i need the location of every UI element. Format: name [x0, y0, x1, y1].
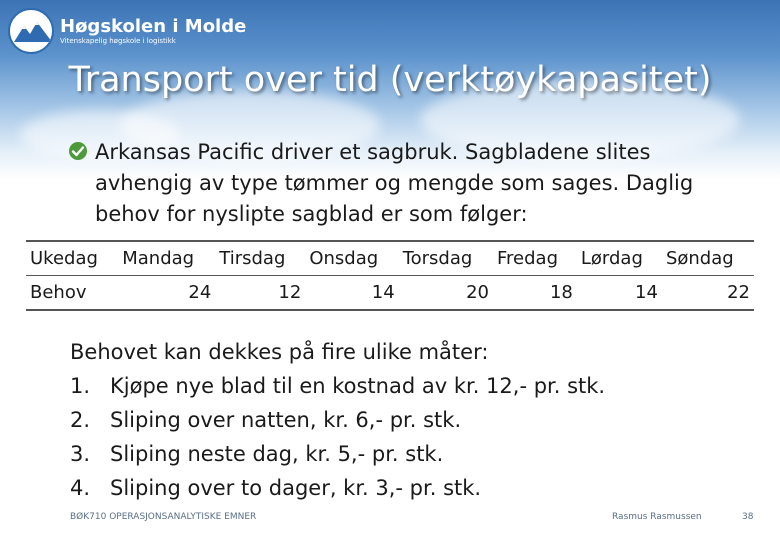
footer-author: Rasmus Rasmussen — [612, 512, 702, 522]
list-item — [70, 403, 605, 437]
demand-table — [26, 240, 754, 311]
logo-name: Høgskolen i Molde — [60, 15, 247, 37]
item-text: Kjøpe nye blad til en kostnad av kr. 12,- pr. stk. — [110, 374, 606, 398]
item-number: 2. — [70, 408, 91, 432]
value-cell: 14 — [577, 276, 662, 311]
mountain-logo-icon — [8, 8, 54, 54]
options-list — [70, 335, 605, 505]
value-cell: 24 — [118, 276, 215, 311]
item-number: 3. — [70, 442, 91, 466]
header-cell: Mandag — [118, 241, 215, 276]
intro-text: Arkansas Pacific driver et sagbruk. Sagbladene slites avhengig av type tømmer og mengde som sages. Daglig behov for nyslipte sagblad er som følger: — [95, 140, 694, 226]
footer-course: BØK710 OPERASJONSANALYTISKE EMNER — [70, 512, 257, 522]
value-cell: 18 — [493, 276, 577, 311]
checkmark-bullet-icon — [68, 141, 88, 165]
value-cell: 22 — [662, 276, 754, 311]
item-text: Sliping over to dager, kr. 3,- pr. stk. — [110, 476, 482, 500]
logo-tagline: Vitenskapelig høgskole i logistikk — [60, 36, 176, 45]
header-cell: Onsdag — [305, 241, 398, 276]
header-cell: Torsdag — [399, 241, 493, 276]
header-cell: Fredag — [493, 241, 577, 276]
header-cell: Lørdag — [577, 241, 662, 276]
item-number: 1. — [70, 374, 91, 398]
value-cell: 20 — [399, 276, 493, 311]
table-row — [26, 276, 754, 311]
table-header-row — [26, 241, 754, 276]
header-cell: Ukedag — [26, 241, 118, 276]
header-cell: Tirsdag — [215, 241, 305, 276]
school-logo — [8, 8, 246, 54]
value-cell: 12 — [215, 276, 305, 311]
item-number: 4. — [70, 476, 91, 500]
options-intro: Behovet kan dekkes på fire ulike måter: — [70, 340, 489, 364]
footer-page-number: 38 — [742, 512, 754, 522]
header-cell: Søndag — [662, 241, 754, 276]
list-item — [70, 437, 605, 471]
intro-bullet — [68, 137, 748, 230]
list-item — [70, 471, 605, 505]
list-item — [70, 369, 605, 403]
item-text: Sliping over natten, kr. 6,- pr. stk. — [110, 408, 462, 432]
slide-title: Transport over tid (verktøykapasitet) — [68, 60, 712, 100]
item-text: Sliping neste dag, kr. 5,- pr. stk. — [110, 442, 444, 466]
row-label: Behov — [26, 276, 118, 311]
value-cell: 14 — [305, 276, 398, 311]
